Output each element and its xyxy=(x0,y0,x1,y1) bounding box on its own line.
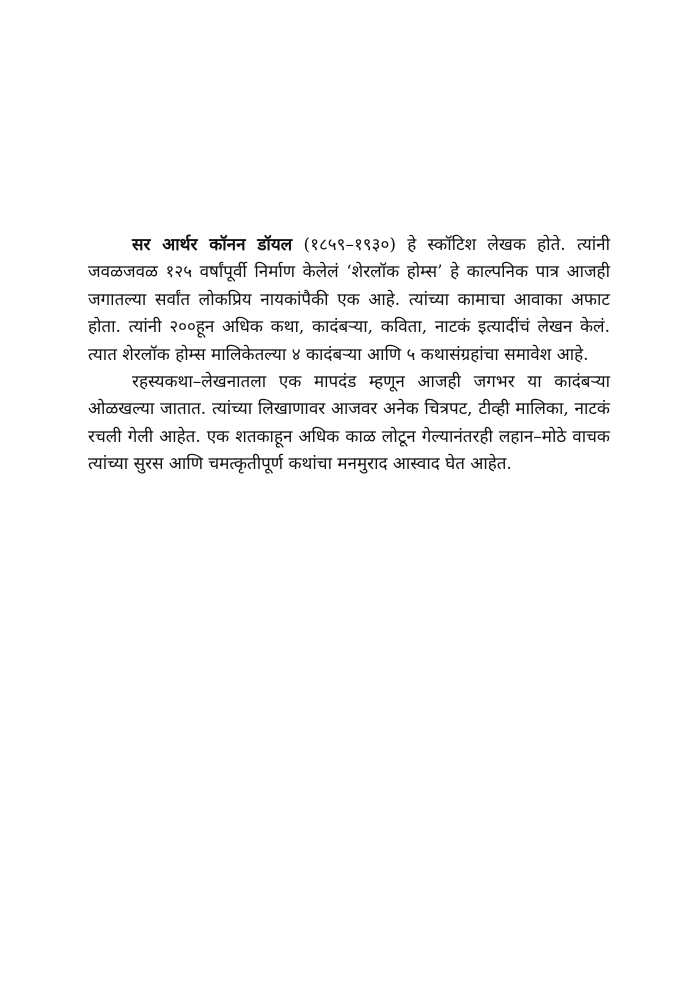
bio-paragraph-2: रहस्यकथा–लेखनातला एक मापदंड म्हणून आजही जगभर या कादंबऱ्या ओळखल्या जातात. त्यांच्या लिखाणावर आजवर अनेक चित्रपट, टीव्ही मालिका, नाटकं रचली गेली आहेत. एक शतकाहून अधिक काळ लोटून गेल्यानंतरही लहान–मोठे वाचक त्यांच्या सुरस आणि चमत्कृतीपूर्ण कथांचा मनमुराद आस्वाद घेत आहेत. xyxy=(88,372,610,475)
bio-paragraph-1-text: (१८५९–१९३०) हे स्कॉटिश लेखक होते. त्यांनी जवळजवळ १२५ वर्षांपूर्वी निर्माण केलेलं ‘शेरलॉक होम्स’ हे काल्पनिक पात्र आजही जगातल्या सर्वांत लोकप्रिय नायकांपैकी एक आहे. त्यांच्या कामाचा आवाका अफाट होता. त्यांनी २००हून अधिक कथा, कादंबऱ्या, कविता, नाटकं इत्यादींचं लेखन केलं. त्यात शेरलॉक होम्स मालिकेतल्या ४ कादंबऱ्या आणि ५ कथासंग्रहांचा समावेश आहे. xyxy=(88,235,610,365)
author-bio-text xyxy=(88,232,610,479)
author-name: सर आर्थर कॉनन डॉयल xyxy=(132,235,293,255)
bio-paragraph-1 xyxy=(88,232,610,369)
